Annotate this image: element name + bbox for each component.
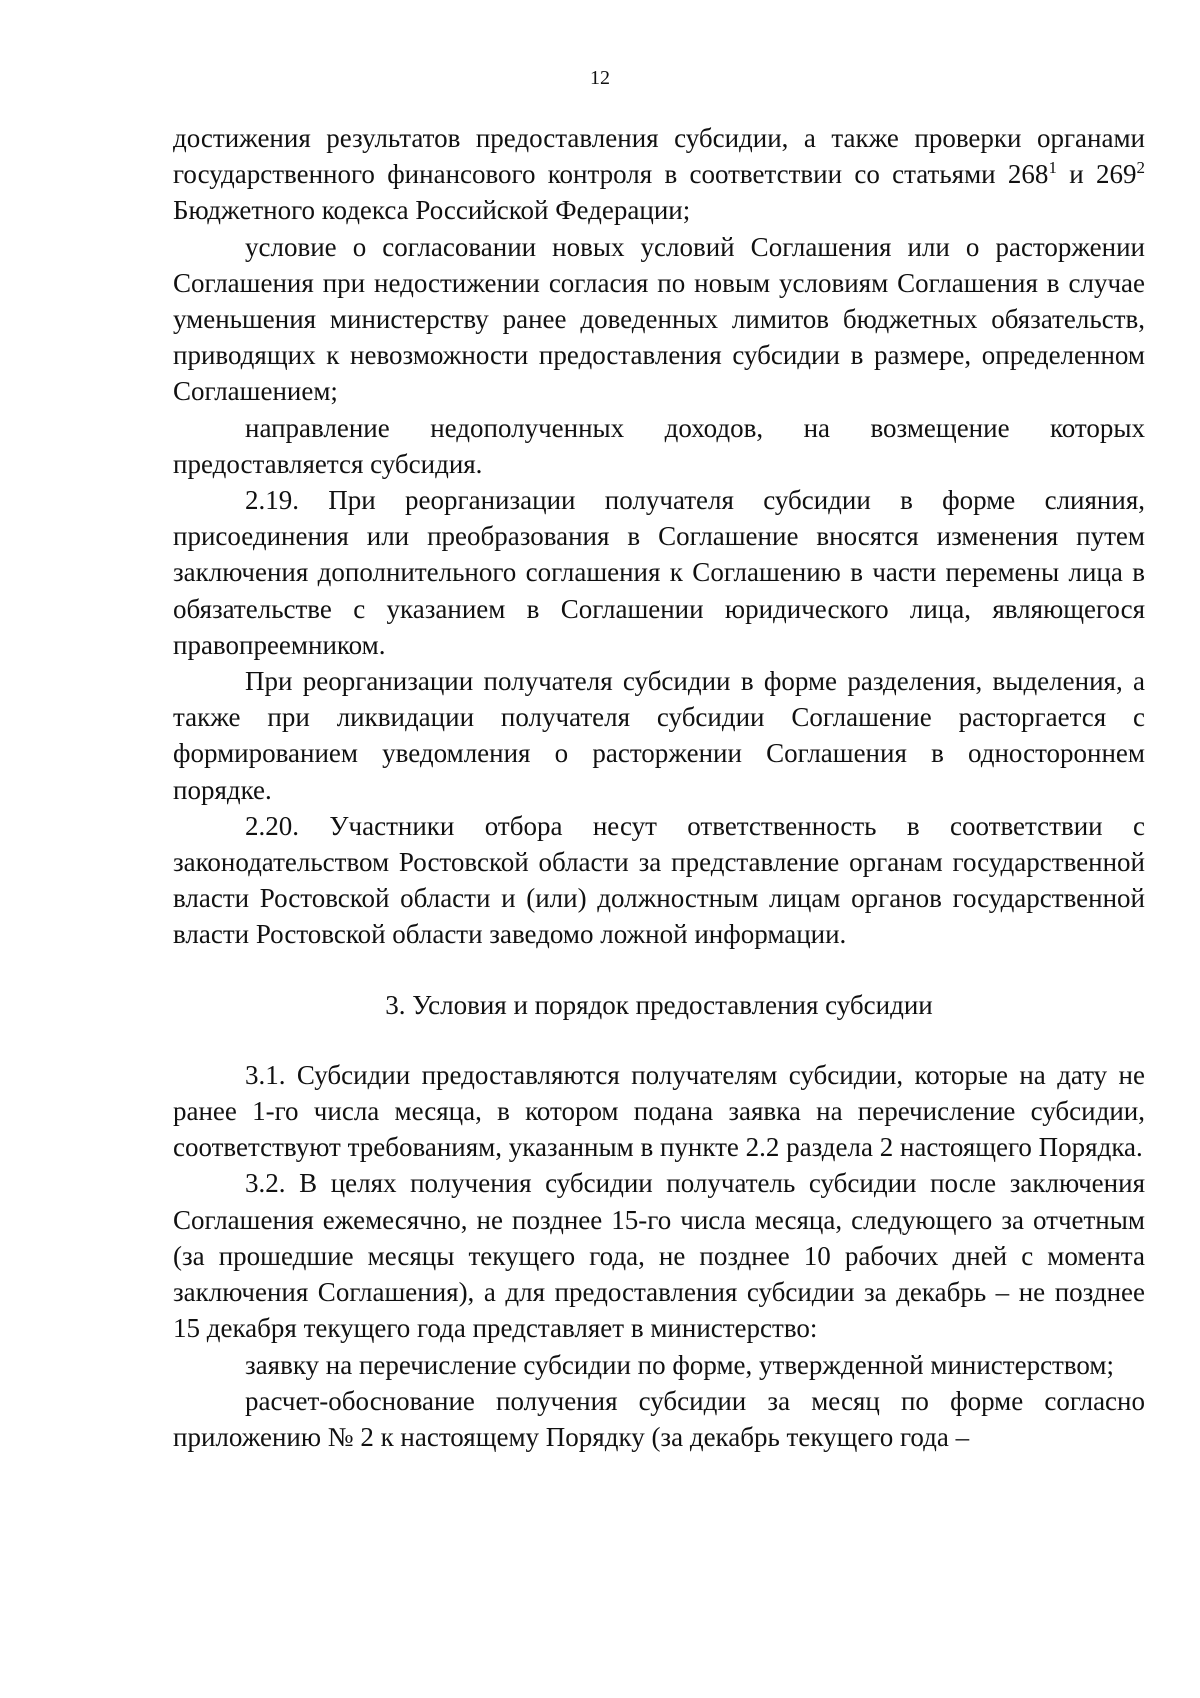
clause-3-2: 3.2. В целях получения субсидии получатель субсидии после заключения Соглашения ежемесячно, не позднее 15-го числа месяца, следующего за отчетным (за прошедшие месяцы текущего года, не позднее 10 рабочих дней с момента заключения Соглашения), а для предоставления субсидии за декабрь – не позднее 15 декабря текущего года представляет в министерство: [173, 1168, 1145, 1344]
paragraph: расчет-обоснование получения субсидии за месяц по форме согласно приложению № 2 к настоящему Порядку (за декабрь текущего года – [173, 1385, 1145, 1452]
paragraph: условие о согласовании новых условий Соглашения или о расторжении Соглашения при недостижении согласия по новым условиям Соглашения в случае уменьшения министерству ранее доведенных лимитов бюджетных обязательств, приводящих к невозможности предоставления субсидии в размере, определенном Соглашением; [173, 231, 1145, 407]
clause-2-20: 2.20. Участники отбора несут ответственность в соответствии с законодательством Ростовской области за представление органам государственной власти Ростовской области и (или) должностным лицам органов государственной власти Ростовской области заведомо ложной информации. [173, 810, 1145, 950]
clause-2-19: 2.19. При реорганизации получателя субсидии в форме слияния, присоединения или преобразования в Соглашение вносятся изменения путем заключения дополнительного соглашения к Соглашению в части перемены лица в обязательстве с указанием в Соглашении юридического лица, являющегося правопреемником. [173, 485, 1145, 660]
superscript-1: 1 [1048, 158, 1057, 178]
section-heading: 3. Условия и порядок предоставления субсидии [385, 989, 933, 1020]
paragraph-continuation [173, 120, 1145, 229]
page-number: 12 [590, 67, 610, 89]
paragraph: заявку на перечисление субсидии по форме, утвержденной министерством; [245, 1349, 1114, 1380]
clause-3-1: 3.1. Субсидии предоставляются получателям субсидии, которые на дату не ранее 1-го числа месяца, в котором подана заявка на перечисление субсидии, соответствуют требованиям, указанным в пункте 2.2 раздела 2 настоящего Порядка. [173, 1059, 1145, 1163]
paragraph-text: и 269 [1056, 159, 1137, 190]
paragraph-text: Бюджетного кодекса Российской Федерации; [173, 195, 691, 226]
paragraph-text: достижения результатов предоставления субсидии, а также проверки органами государственного финансового контроля в соответствии со статьями 268 [173, 123, 1145, 190]
paragraph: направление недополученных доходов, на возмещение которых предоставляется субсидия. [173, 412, 1145, 479]
document-body [173, 120, 1145, 1455]
superscript-2: 2 [1136, 158, 1146, 178]
paragraph: При реорганизации получателя субсидии в форме разделения, выделения, а также при ликвидации получателя субсидии Соглашение расторгается с формированием уведомления о расторжении Соглашения в одностороннем порядке. [173, 666, 1145, 805]
